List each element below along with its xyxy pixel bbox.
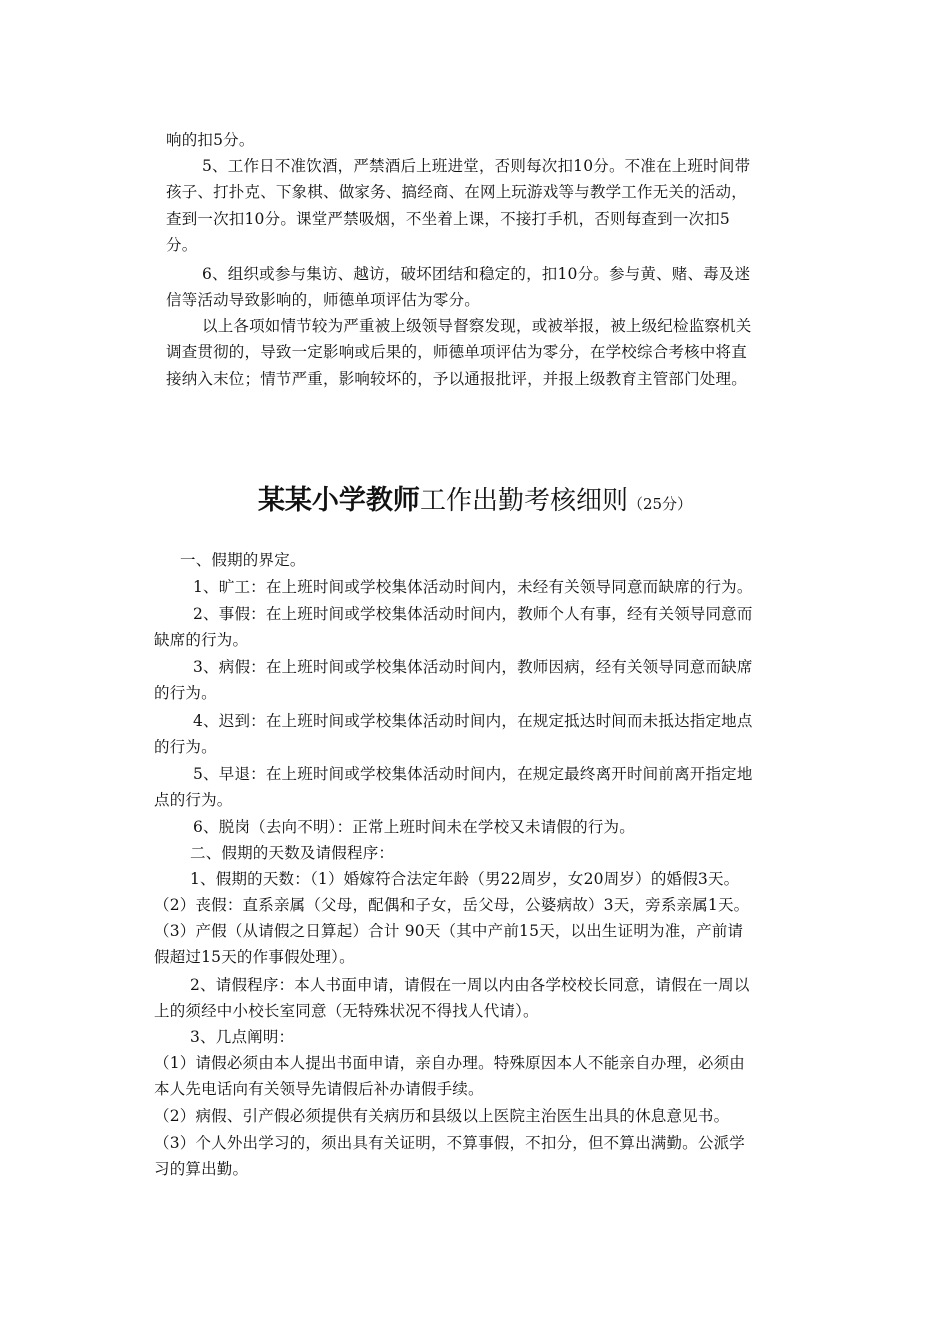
paragraph-line: 上的须经中小校长室同意（无特殊状况不得找人代请）。 (154, 1002, 539, 1020)
paragraph-line: 2、事假：在上班时间或学校集体活动时间内，教师个人有事，经有关领导同意而 (193, 605, 753, 623)
paragraph-line: （2）丧假：直系亲属（父母，配偶和子女，岳父母，公婆病故）3天，旁系亲属1天。 (154, 896, 750, 914)
paragraph-line: 点的行为。 (154, 791, 233, 809)
paragraph-line: 4、迟到：在上班时间或学校集体活动时间内，在规定抵达时间而未抵达指定地点 (193, 712, 753, 730)
document-title (0, 478, 950, 517)
section-heading: 二、假期的天数及请假程序： (190, 844, 395, 862)
paragraph-line: 假超过15天的作事假处理）。 (154, 948, 355, 966)
paragraph-line: 的行为。 (154, 684, 217, 702)
title-part-1: 某某小学教师 (257, 485, 420, 516)
paragraph-line: 响的扣5分。 (166, 131, 255, 149)
paragraph-line: 接纳入末位；情节严重，影响较坏的，予以通报批评，并报上级教育主管部门处理。 (166, 370, 747, 388)
paragraph-line: 分。 (166, 236, 198, 254)
paragraph-line: （3）个人外出学习的，须出具有关证明，不算事假，不扣分，但不算出满勤。公派学 (154, 1134, 745, 1152)
paragraph-line: 孩子、打扑克、下象棋、做家务、搞经商、在网上玩游戏等与教学工作无关的活动， (166, 183, 747, 201)
section-heading: 一、假期的界定。 (180, 551, 306, 569)
paragraph-line: 3、几点阐明： (190, 1028, 295, 1046)
paragraph-line: 习的算出勤。 (154, 1160, 249, 1178)
title-part-2: 工作出勤考核细则 (419, 486, 628, 516)
paragraph-line: 1、旷工：在上班时间或学校集体活动时间内，未经有关领导同意而缺席的行为。 (193, 578, 753, 596)
paragraph-line: 信等活动导致影响的，师德单项评估为零分。 (166, 291, 481, 309)
paragraph-line: 的行为。 (154, 738, 217, 756)
paragraph-line: 3、病假：在上班时间或学校集体活动时间内，教师因病，经有关领导同意而缺席 (193, 658, 753, 676)
paragraph-line: 6、脱岗（去向不明）：正常上班时间未在学校又未请假的行为。 (193, 818, 635, 836)
paragraph-line: （2）病假、引产假必须提供有关病历和县级以上医院主治医生出具的休息意见书。 (154, 1107, 730, 1125)
paragraph-line: （1）请假必须由本人提出书面申请，亲自办理。特殊原因本人不能亲自办理，必须由 (154, 1054, 745, 1072)
paragraph-line: 6、组织或参与集访、越访，破坏团结和稳定的，扣10分。参与黄、赌、毒及迷 (202, 265, 751, 283)
paragraph-line: 本人先电话向有关领导先请假后补办请假手续。 (154, 1080, 484, 1098)
paragraph-line: 查到一次扣10分。课堂严禁吸烟，不坐着上课，不接打手机，否则每查到一次扣5 (166, 210, 730, 228)
paragraph-line: 缺席的行为。 (154, 631, 249, 649)
paragraph-line: 5、工作日不准饮酒，严禁酒后上班进堂，否则每次扣10分。不准在上班时间带 (202, 157, 751, 175)
paragraph-line: 调查贯彻的，导致一定影响或后果的，师德单项评估为零分，在学校综合考核中将直 (166, 343, 747, 361)
paragraph-line: （3）产假（从请假之日算起）合计 90天（其中产前15天，以出生证明为准，产前请 (154, 922, 744, 940)
paragraph-line: 2、请假程序：本人书面申请，请假在一周以内由各学校校长同意，请假在一周以 (190, 976, 750, 994)
paragraph-line: 以上各项如情节较为严重被上级领导督察发现，或被举报，被上级纪检监察机关 (202, 317, 752, 335)
paragraph-line: 5、早退：在上班时间或学校集体活动时间内，在规定最终离开时间前离开指定地 (193, 765, 753, 783)
paragraph-line: 1、假期的天数：（1）婚嫁符合法定年龄（男22周岁，女20周岁）的婚假3天。 (190, 870, 740, 888)
title-score: （25分） (627, 495, 693, 513)
